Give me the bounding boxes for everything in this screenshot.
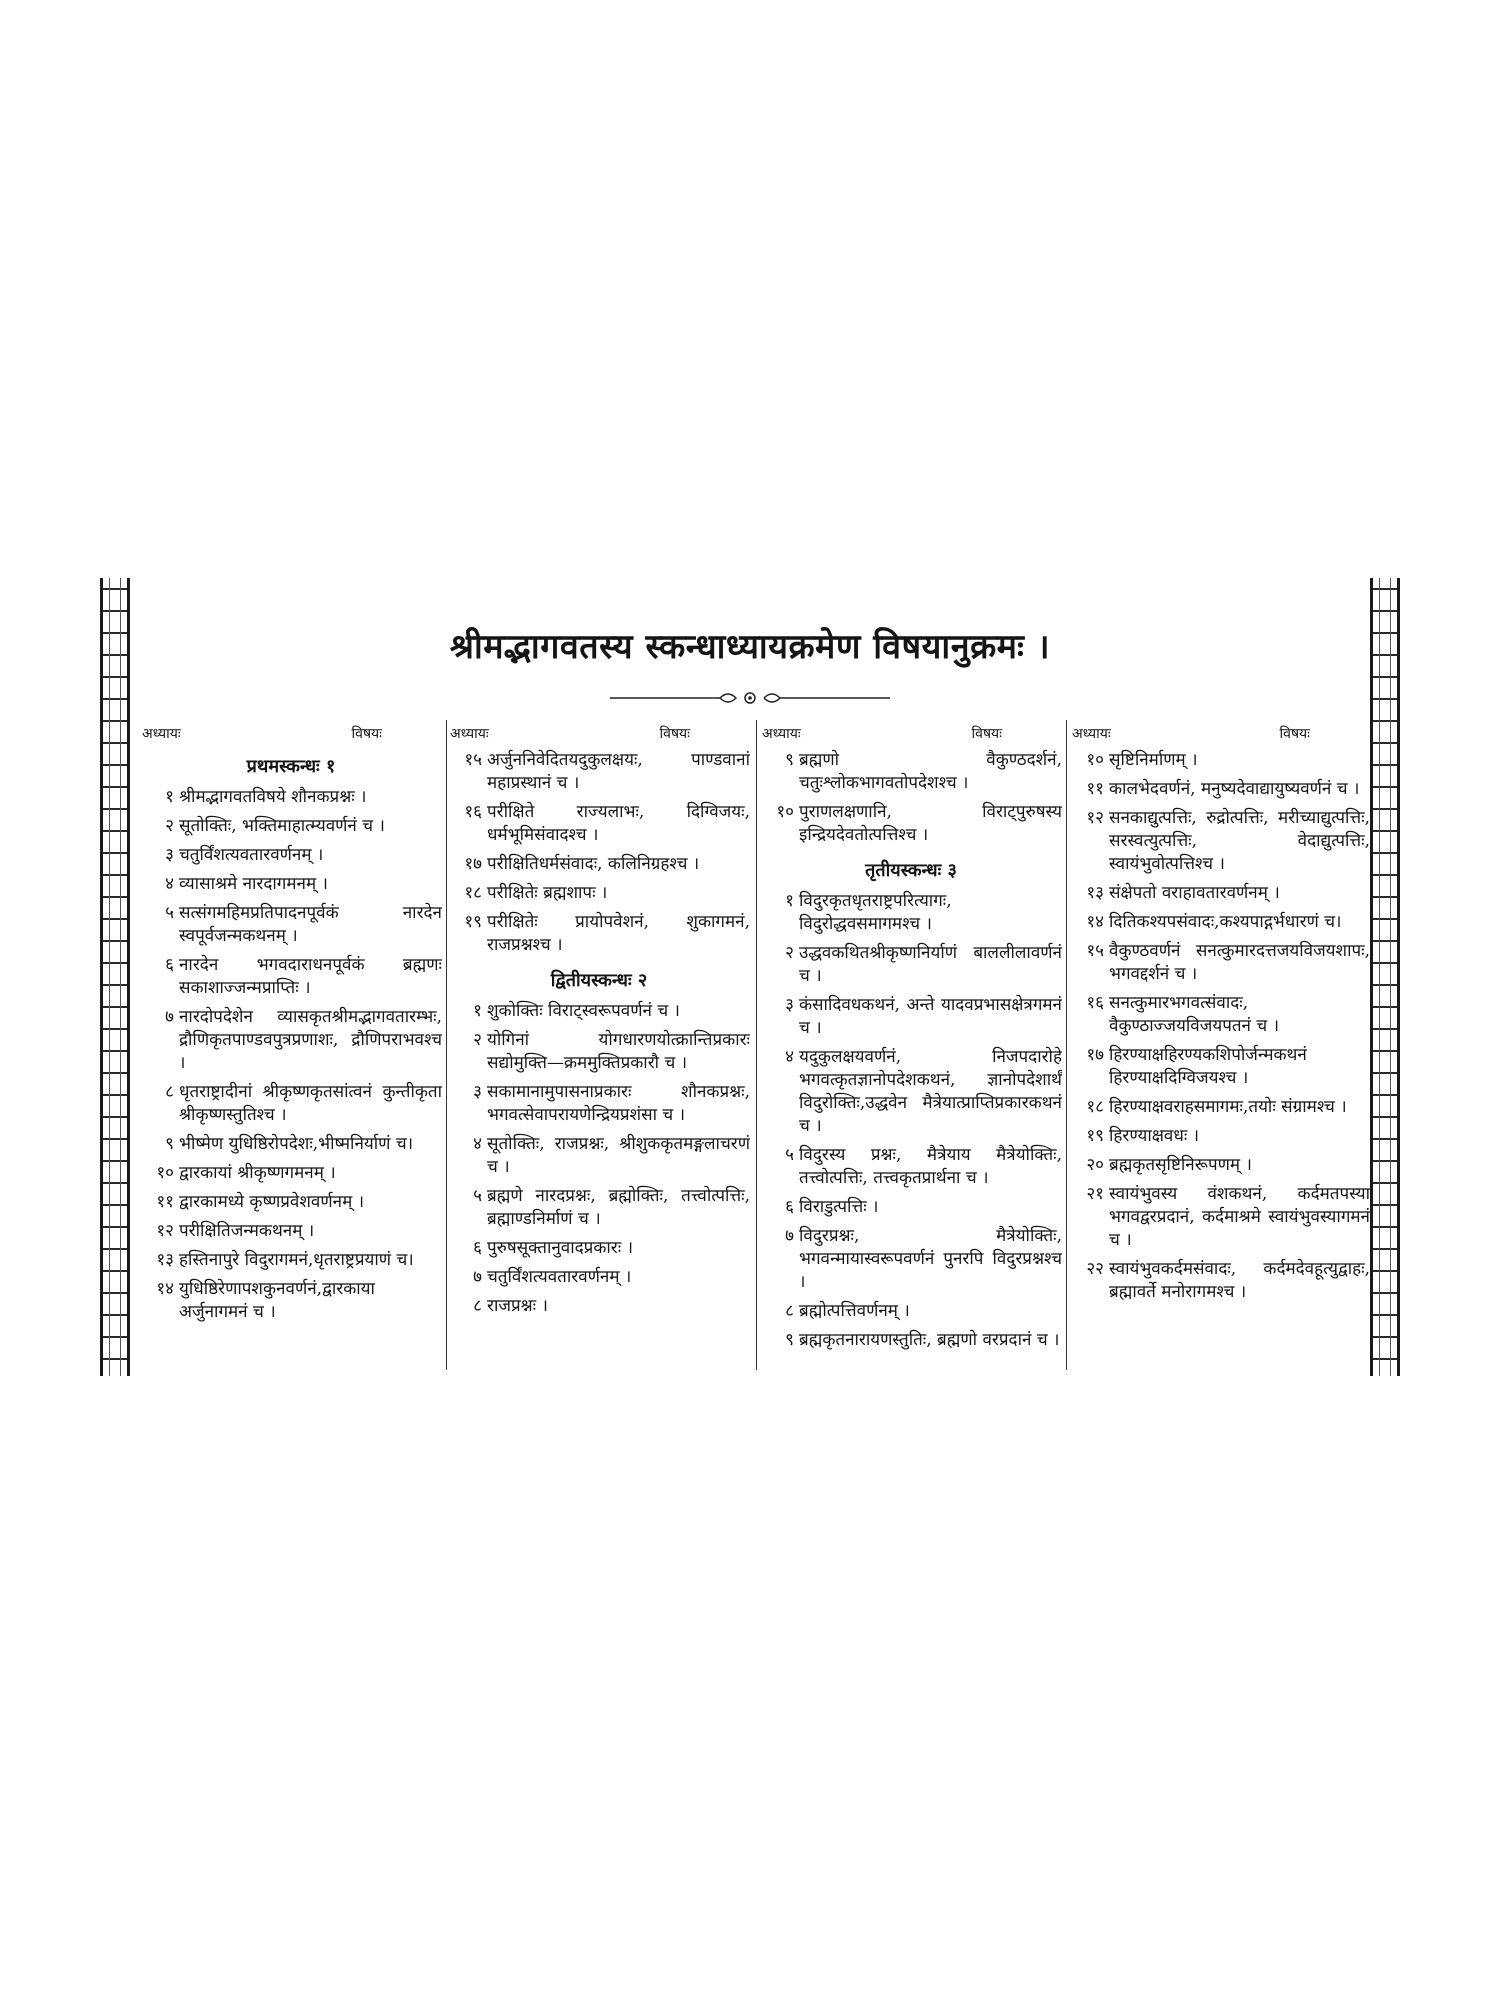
chapter-subject: ब्रह्मोत्पत्तिवर्णनम् ।	[799, 1301, 910, 1321]
chapter-subject: वैकुण्ठवर्णनं सनत्कुमारदत्तजयविजयशापः, भगवद्दर्शनं च ।	[1109, 941, 1370, 984]
chapter-number: ८	[785, 1301, 794, 1321]
toc-entry	[760, 942, 1062, 988]
toc-entry	[1070, 1096, 1370, 1119]
chapter-number: ११	[1086, 779, 1104, 799]
chapter-subject: ब्रह्मकृतनारायणस्तुतिः, ब्रह्मणो वरप्रदानं च ।	[799, 1330, 1060, 1350]
toc-entry	[1070, 749, 1370, 772]
column-divider	[756, 720, 757, 1370]
chapter-number: ३	[473, 1082, 482, 1102]
chapter-subject: परीक्षितेः प्रायोपवेशनं, शुकागमनं, राजप्रश्नश्च ।	[487, 912, 750, 955]
chapter-subject: द्वारकामध्ये कृष्णप्रवेशवर्णनम् ।	[179, 1192, 365, 1212]
toc-entry	[140, 1081, 442, 1127]
toc-entry	[760, 1329, 1062, 1352]
chapter-subject: राजप्रश्नः ।	[487, 1296, 548, 1316]
chapter-number: १८	[1086, 1097, 1104, 1117]
title-ornament	[600, 688, 900, 708]
chapter-subject: नारदेन भगवदाराधनपूर्वकं ब्रह्मणः सकाशाज्जन्मप्राप्तिः ।	[179, 955, 442, 998]
toc-entry	[140, 1133, 442, 1156]
toc-entry	[1070, 1183, 1370, 1252]
chapter-number: १६	[1086, 993, 1104, 1013]
chapter-subject: अर्जुननिवेदितयदुकुलक्षयः, पाण्डवानां महाप्रस्थानं च ।	[487, 750, 750, 793]
chapter-subject: कालभेदवर्णनं, मनुष्यदेवाद्यायुष्यवर्णनं च ।	[1109, 779, 1360, 799]
toc-entry	[760, 890, 1062, 936]
toc-entry	[760, 994, 1062, 1040]
chapter-number: ४	[473, 1134, 482, 1154]
header-subject: विषयः	[351, 726, 382, 742]
skandha-heading: प्रथमस्कन्धः १	[246, 756, 336, 777]
column-divider	[446, 720, 447, 1370]
chapter-subject: सनकाद्युत्पत्तिः, रुद्रोत्पत्तिः, मरीच्याद्युत्पत्तिः, सरस्वत्युत्पत्तिः, वेदाद्युत्पत्तिः, स्वायंभुवोत्पत्तिश्च ।	[1109, 808, 1370, 874]
chapter-number: ७	[165, 1007, 174, 1027]
toc-column-4	[1070, 720, 1370, 1380]
chapter-number: २०	[1086, 1155, 1104, 1175]
chapter-subject: योगिनां योगधारणयोत्क्रान्तिप्रकारः सद्योमुक्ति—क्रममुक्तिप्रकारौ च ।	[487, 1030, 750, 1073]
chapter-subject: सूतोक्तिः, भक्तिमाहात्म्यवर्णनं च ।	[179, 816, 385, 836]
toc-entry	[140, 1191, 442, 1214]
toc-entry	[1070, 1044, 1370, 1090]
chapter-subject: कंसादिवधकथनं, अन्ते यादवप्रभासक्षेत्रगमनं च ।	[799, 995, 1062, 1038]
toc-entry	[760, 1225, 1062, 1294]
toc-entry	[140, 954, 442, 1000]
chapter-number: ९	[785, 750, 794, 770]
column-header	[140, 720, 442, 749]
right-ornamental-border	[1370, 578, 1400, 1376]
chapter-subject: विदुरस्य प्रश्नः, मैत्रेयाय मैत्रेयोक्तिः, तत्त्वोत्पत्तिः, तत्त्वकृतप्रार्थना च ।	[799, 1145, 1062, 1188]
chapter-number: १	[165, 787, 174, 807]
header-chapter: अध्यायः	[142, 726, 181, 742]
chapter-subject: व्यासाश्रमे नारदागमनम् ।	[179, 874, 328, 894]
toc-entry	[448, 1295, 750, 1318]
column-divider	[1066, 720, 1067, 1370]
chapter-number: ८	[165, 1082, 174, 1102]
chapter-subject: शुकोक्तिः विराट्स्वरूपवर्णनं च ।	[487, 1001, 680, 1021]
toc-entry	[140, 844, 442, 867]
chapter-subject: पुरुषसूक्तानुवादप्रकारः ।	[487, 1238, 634, 1258]
chapter-number: २	[473, 1030, 482, 1050]
chapter-subject: विराडुत्पत्तिः ।	[799, 1197, 879, 1217]
chapter-number: १७	[1086, 1045, 1104, 1065]
header-subject: विषयः	[1279, 726, 1310, 742]
toc-entry	[1070, 807, 1370, 876]
chapter-subject: हस्तिनापुरे विदुरागमनं,धृतराष्ट्रप्रयाणं च।	[179, 1250, 414, 1270]
chapter-number: ६	[785, 1197, 794, 1217]
toc-entry	[448, 911, 750, 957]
chapter-number: ४	[165, 874, 174, 894]
chapter-number: १८	[464, 883, 482, 903]
toc-entry	[760, 1046, 1062, 1138]
toc-entry	[1070, 911, 1370, 934]
left-ornamental-border	[100, 578, 130, 1376]
page-title: श्रीमद्भागवतस्य स्कन्धाध्यायक्रमेण विषयानुक्रमः ।	[449, 627, 1051, 667]
chapter-number: ४	[785, 1047, 794, 1067]
chapter-subject: हिरण्याक्षवधः ।	[1109, 1126, 1200, 1146]
header-chapter: अध्यायः	[762, 726, 801, 742]
chapter-number: ३	[785, 995, 794, 1015]
toc-entry	[140, 873, 442, 896]
toc-entry	[448, 801, 750, 847]
chapter-subject: यदुकुलक्षयवर्णनं, निजपदारोहे भगवत्कृतज्ञानोपदेशकथनं, ज्ञानोपदेशार्थं विदुरोक्तिः,उद्धवेन मैत्रेयात्प्राप्तिप्रकारकथनं च ।	[799, 1047, 1062, 1136]
chapter-number: ९	[785, 1330, 794, 1350]
chapter-number: ७	[785, 1226, 794, 1246]
header-chapter: अध्यायः	[1072, 726, 1111, 742]
chapter-number: १०	[1086, 750, 1104, 770]
toc-column-2	[448, 720, 750, 1380]
column-header	[1070, 720, 1370, 749]
toc-column-1	[140, 720, 442, 1380]
chapter-subject: भीष्मेण युधिष्ठिरोपदेशः,भीष्मनिर्याणं च।	[179, 1134, 414, 1154]
toc-entry	[760, 749, 1062, 795]
chapter-subject: चतुर्विंशत्यवतारवर्णनम् ।	[179, 845, 324, 865]
toc-entry	[448, 1081, 750, 1127]
chapter-number: ७	[473, 1267, 482, 1287]
toc-entry	[760, 1196, 1062, 1219]
chapter-subject: विदुरकृतधृतराष्ट्रपरित्यागः, विदुरोद्धवसमागमश्च ।	[799, 891, 952, 934]
toc-entry	[140, 815, 442, 838]
chapter-subject: परीक्षितेः ब्रह्मशापः ।	[487, 883, 608, 903]
chapter-subject: उद्धवकथितश्रीकृष्णनिर्याणं बाललीलावर्णनं च ।	[799, 943, 1062, 986]
chapter-subject: स्वायंभुवस्य वंशकथनं, कर्दमतपस्या भगवद्वरप्रदानं, कर्दमाश्रमे स्वायंभुवस्यागमनं च ।	[1109, 1184, 1370, 1250]
chapter-number: ३	[165, 845, 174, 865]
chapter-number: १४	[156, 1279, 174, 1299]
header-subject: विषयः	[659, 726, 690, 742]
chapter-number: १	[785, 891, 794, 911]
toc-entry	[140, 1220, 442, 1243]
chapter-subject: स्वायंभुवकर्दमसंवादः, कर्दमदेवहूत्युद्वाहः, ब्रह्मावर्ते मनोरागमश्च ।	[1109, 1259, 1370, 1302]
toc-entry	[1070, 992, 1370, 1038]
chapter-subject: युधिष्ठिरेणापशकुनवर्णनं,द्वारकाया अर्जुनागमनं च ।	[179, 1279, 375, 1322]
chapter-subject: संक्षेपतो वराहावतारवर्णनम् ।	[1109, 883, 1280, 903]
chapter-number: ६	[165, 955, 174, 975]
chapter-subject: हिरण्याक्षहिरण्यकशिपोर्जन्मकथनं हिरण्याक्षदिग्विजयश्च ।	[1109, 1045, 1307, 1088]
chapter-number: २	[165, 816, 174, 836]
toc-entry	[448, 1029, 750, 1075]
chapter-number: ८	[473, 1296, 482, 1316]
toc-entry	[448, 882, 750, 905]
chapter-number: १४	[1086, 912, 1104, 932]
chapter-number: १२	[156, 1221, 174, 1241]
toc-entry	[760, 1300, 1062, 1323]
chapter-subject: विदुरप्रश्नः, मैत्रेयोक्तिः, भगवन्मायास्वरूपवर्णनं पुनरपि विदुरप्रश्नश्च ।	[799, 1226, 1062, 1292]
header-chapter: अध्यायः	[450, 726, 489, 742]
chapter-subject: परीक्षिते राज्यलाभः, दिग्विजयः, धर्मभूमिसंवादश्च ।	[487, 802, 750, 845]
toc-entry	[140, 786, 442, 809]
chapter-number: १०	[776, 802, 794, 822]
chapter-number: १३	[156, 1250, 174, 1270]
chapter-number: १९	[464, 912, 482, 932]
chapter-number: ९	[165, 1134, 174, 1154]
chapter-subject: ब्रह्मणो वैकुण्ठदर्शनं, चतुःश्लोकभागवतोपदेशश्च ।	[799, 750, 1062, 793]
chapter-subject: परीक्षितिजन्मकथनम् ।	[179, 1221, 315, 1241]
chapter-number: ५	[785, 1145, 794, 1165]
toc-entry	[1070, 882, 1370, 905]
chapter-subject: सूतोक्तिः, राजप्रश्नः, श्रीशुककृतमङ्गलाचरणं च ।	[487, 1134, 750, 1177]
toc-entry	[448, 1185, 750, 1231]
chapter-subject: ब्रह्मकृतसृष्टिनिरूपणम् ।	[1109, 1155, 1252, 1175]
chapter-subject: श्रीमद्भागवतविषये शौनकप्रश्नः ।	[179, 787, 367, 807]
toc-entry	[760, 801, 1062, 847]
chapter-number: २१	[1086, 1184, 1104, 1204]
chapter-number: १७	[464, 854, 482, 874]
skandha-heading: द्वितीयस्कन्धः २	[550, 970, 648, 991]
toc-entry	[448, 1266, 750, 1289]
toc-entry	[140, 1278, 442, 1324]
chapter-number: २२	[1086, 1259, 1104, 1279]
chapter-subject: ब्रह्मणे नारदप्रश्नः, ब्रह्मोक्तिः, तत्त्वोत्पत्तिः, ब्रह्माण्डनिर्माणं च ।	[487, 1186, 750, 1229]
toc-entry	[140, 1162, 442, 1185]
chapter-subject: दितिकश्यपसंवादः,कश्यपाद्गर्भधारणं च।	[1109, 912, 1342, 932]
chapter-number: १२	[1086, 808, 1104, 828]
chapter-number: १५	[1086, 941, 1104, 961]
header-subject: विषयः	[971, 726, 1002, 742]
toc-entry	[1070, 1154, 1370, 1177]
chapter-subject: धृतराष्ट्रादीनां श्रीकृष्णकृतसांत्वनं कुन्तीकृता श्रीकृष्णस्तुतिश्च ।	[179, 1082, 442, 1125]
toc-entry	[140, 902, 442, 948]
chapter-subject: द्वारकायां श्रीकृष्णगमनम् ।	[179, 1163, 336, 1183]
chapter-subject: हिरण्याक्षवराहसमागमः,तयोः संग्रामश्च ।	[1109, 1097, 1347, 1117]
toc-entry	[448, 853, 750, 876]
skandha-heading: तृतीयस्कन्धः ३	[865, 860, 957, 881]
chapter-subject: नारदोपदेशेन व्यासकृतश्रीमद्भागवतारम्भः, द्रौणिकृतपाण्डवपुत्रप्रणाशः, द्रौणिपराभवश्च ।	[179, 1007, 442, 1073]
toc-entry	[448, 1133, 750, 1179]
column-header	[760, 720, 1062, 749]
toc-entry	[448, 749, 750, 795]
chapter-number: ५	[165, 903, 174, 923]
toc-entry	[1070, 1125, 1370, 1148]
chapter-subject: सत्संगमहिमप्रतिपादनपूर्वकं नारदेन स्वपूर्वजन्मकथनम् ।	[179, 903, 442, 946]
chapter-number: ११	[156, 1192, 174, 1212]
toc-entry	[1070, 1258, 1370, 1304]
column-header	[448, 720, 750, 749]
toc-entry	[1070, 940, 1370, 986]
toc-column-3	[760, 720, 1062, 1380]
chapter-subject: पुराणलक्षणानि, विराट्पुरुषस्य इन्द्रियदेवतोत्पत्तिश्च ।	[799, 802, 1062, 845]
chapter-number: २	[785, 943, 794, 963]
chapter-number: १३	[1086, 883, 1104, 903]
chapter-number: १६	[464, 802, 482, 822]
chapter-number: १	[473, 1001, 482, 1021]
chapter-number: १९	[1086, 1126, 1104, 1146]
toc-entry	[1070, 778, 1370, 801]
toc-entry	[448, 1237, 750, 1260]
chapter-number: १०	[156, 1163, 174, 1183]
toc-entry	[760, 1144, 1062, 1190]
chapter-number: ६	[473, 1238, 482, 1258]
chapter-subject: सकामानामुपासनाप्रकारः शौनकप्रश्नः, भगवत्सेवापरायणेन्द्रियप्रशंसा च ।	[487, 1082, 750, 1125]
chapter-subject: सनत्कुमारभगवत्संवादः, वैकुण्ठाज्जयविजयपतनं च ।	[1109, 993, 1280, 1036]
chapter-subject: चतुर्विंशत्यवतारवर्णनम् ।	[487, 1267, 632, 1287]
chapter-number: १५	[464, 750, 482, 770]
chapter-subject: सृष्टिनिर्माणम् ।	[1109, 750, 1198, 770]
chapter-subject: परीक्षितिधर्मसंवादः, कलिनिग्रहश्च ।	[487, 854, 700, 874]
chapter-number: ५	[473, 1186, 482, 1206]
toc-entry	[140, 1006, 442, 1075]
toc-entry	[140, 1249, 442, 1272]
toc-entry	[448, 1000, 750, 1023]
